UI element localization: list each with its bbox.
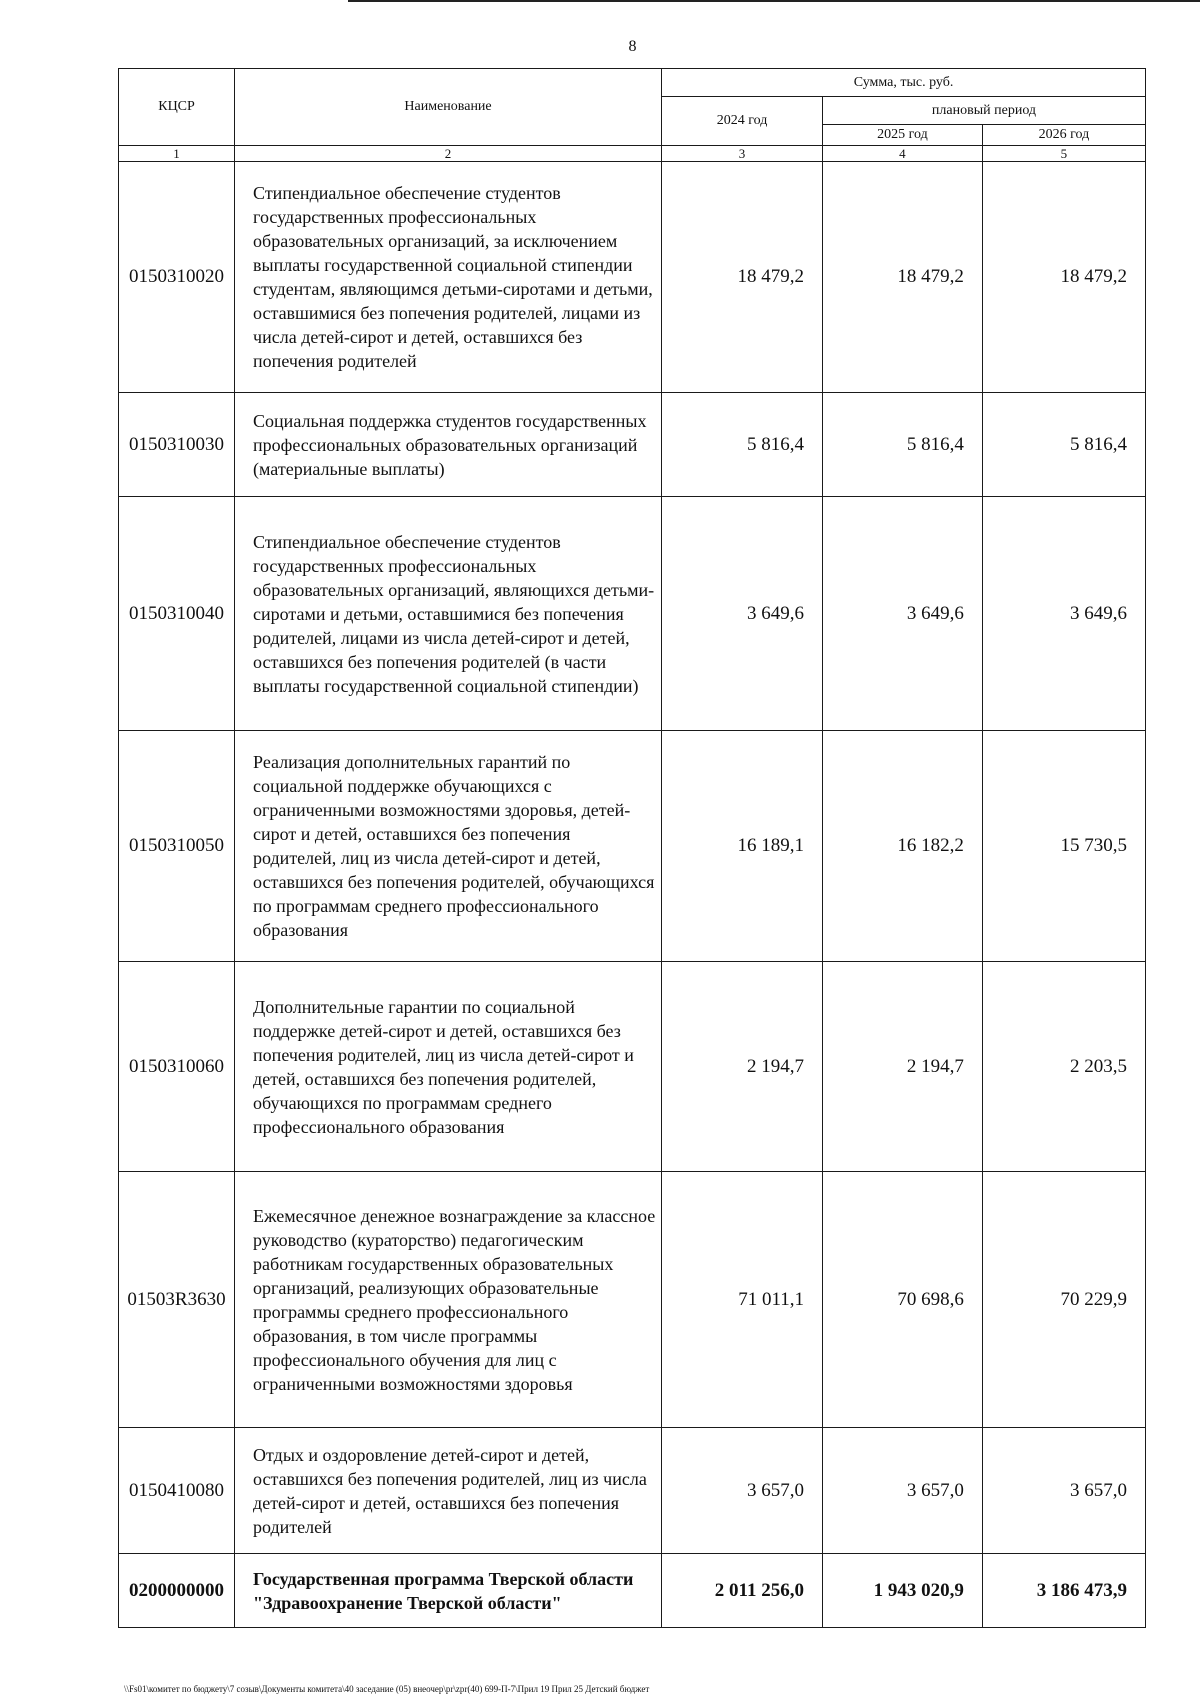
row-name: Государственная программа Тверской области "Здравоохранение Тверской области" [235,1554,662,1628]
table-row [119,1428,1146,1554]
row-name: Стипендиальное обеспечение студентов государственных профессиональных образовательных организаций, являющихся детьми-сиротами и детьми, оставшимися без попечения родителей, лицами из числа детей-сирот и детей, оставшихся без попечения родителей (в части выплаты государственной социальной стипендии) [235,497,662,731]
row-amount-2026: 18 479,2 [982,162,1145,393]
header-year-2024: 2024 год [662,97,823,146]
row-amount-2024: 71 011,1 [662,1172,823,1428]
header-planned-period: плановый период [822,97,1145,125]
table-row [119,731,1146,962]
row-name: Ежемесячное денежное вознаграждение за классное руководство (кураторство) педагогическим работникам государственных образовательных организаций, реализующих образовательные программы среднего профессионального образования, в том числе программы профессионального обучения для лиц с ограниченными возможностями здоровья [235,1172,662,1428]
row-name: Стипендиальное обеспечение студентов государственных профессиональных образовательных организаций, за исключением выплаты государственной социальной стипендии студентам, являющимся детьми-сиротами и детьми, оставшимися без попечения родителей, лицами из числа детей-сирот и детей, оставшихся без попечения родителей [235,162,662,393]
table-row [119,962,1146,1172]
row-code: 0150310020 [119,162,235,393]
row-name: Отдых и оздоровление детей-сирот и детей, оставшихся без попечения родителей, лиц из числа детей-сирот и детей, оставшихся без попечения родителей [235,1428,662,1554]
row-amount-2024: 2 194,7 [662,962,823,1172]
page-number: 8 [628,38,637,55]
row-amount-2024: 3 649,6 [662,497,823,731]
header-year-2026: 2026 год [982,125,1145,146]
row-amount-2026: 5 816,4 [982,393,1145,497]
row-name: Дополнительные гарантии по социальной поддержке детей-сирот и детей, оставшихся без попечения родителей, лиц из числа детей-сирот и детей, оставшихся без попечения родителей, обучающихся по программам среднего профессионального образования [235,962,662,1172]
column-number: 2 [235,146,662,162]
budget-table [118,68,1146,1628]
row-amount-2024: 2 011 256,0 [662,1554,823,1628]
row-code: 0150310030 [119,393,235,497]
row-amount-2024: 18 479,2 [662,162,823,393]
row-amount-2025: 70 698,6 [822,1172,982,1428]
table-row [119,162,1146,393]
row-amount-2026: 3 657,0 [982,1428,1145,1554]
row-amount-2026: 3 649,6 [982,497,1145,731]
table-row-total [119,1554,1146,1628]
column-number: 1 [119,146,235,162]
row-code: 0200000000 [119,1554,235,1628]
row-code: 0150310050 [119,731,235,962]
column-number: 4 [822,146,982,162]
table-row [119,1172,1146,1428]
row-amount-2025: 2 194,7 [822,962,982,1172]
row-code: 01503R3630 [119,1172,235,1428]
row-amount-2025: 5 816,4 [822,393,982,497]
row-amount-2026: 2 203,5 [982,962,1145,1172]
row-amount-2025: 16 182,2 [822,731,982,962]
top-border-line [348,0,1200,2]
row-name: Социальная поддержка студентов государственных профессиональных образовательных организаций (материальные выплаты) [235,393,662,497]
row-code: 0150310040 [119,497,235,731]
row-amount-2025: 3 649,6 [822,497,982,731]
row-amount-2024: 5 816,4 [662,393,823,497]
header-row-1 [119,69,1146,97]
row-name: Реализация дополнительных гарантий по социальной поддержке обучающихся с ограниченными возможностями здоровья, детей-сирот и детей, оставшихся без попечения родителей, лиц из числа детей-сирот и детей, оставшихся без попечения родителей, обучающихся по программам среднего профессионального образования [235,731,662,962]
table-row [119,497,1146,731]
row-code: 0150310060 [119,962,235,1172]
row-amount-2025: 18 479,2 [822,162,982,393]
table-row [119,393,1146,497]
column-number: 3 [662,146,823,162]
header-name: Наименование [235,69,662,146]
row-amount-2026: 15 730,5 [982,731,1145,962]
row-amount-2026: 3 186 473,9 [982,1554,1145,1628]
footer-file-path: \\Fs01\комитет по бюджету\7 созыв\Документы комитета\40 заседание (05) внеочер\pr\zpr(40) 699-П-7\Прил 19 Прил 25 Детский бюджет [124,1684,650,1694]
row-amount-2024: 16 189,1 [662,731,823,962]
row-amount-2026: 70 229,9 [982,1172,1145,1428]
row-amount-2025: 1 943 020,9 [822,1554,982,1628]
row-amount-2024: 3 657,0 [662,1428,823,1554]
header-code: КЦСР [119,69,235,146]
header-year-2025: 2025 год [822,125,982,146]
column-number: 5 [982,146,1145,162]
row-code: 0150410080 [119,1428,235,1554]
column-numbers-row [119,146,1146,162]
row-amount-2025: 3 657,0 [822,1428,982,1554]
header-sum: Сумма, тыс. руб. [662,69,1146,97]
